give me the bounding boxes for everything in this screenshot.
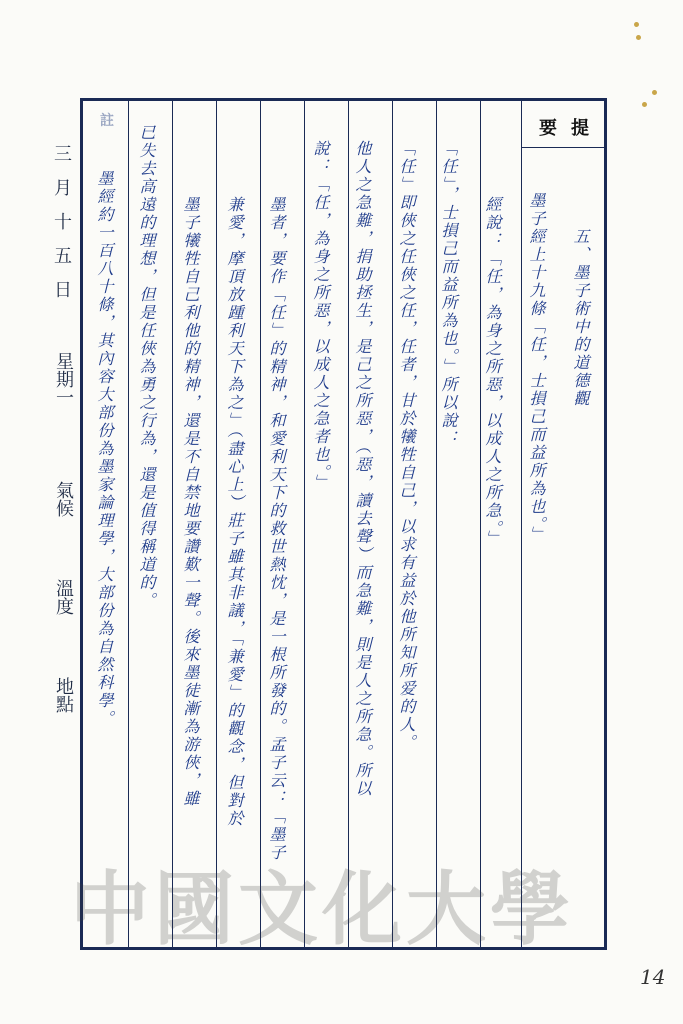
- column-rule: [480, 101, 481, 947]
- column-rule: [348, 101, 349, 947]
- text-column: 已失去高遠的理想，但是任俠為勇之行為，還是值得稱道的。: [137, 124, 156, 610]
- weather-label: 氣候: [53, 481, 74, 517]
- paper-speck: [642, 102, 647, 107]
- column-rule: [392, 101, 393, 947]
- text-column: 說：「任，為身之所惡，以成人之急者也。」: [311, 140, 330, 492]
- text-column: 經說：「任，為身之所惡，以成人之所急。」: [483, 196, 502, 548]
- text-column-title: 五、墨子術中的道德觀: [571, 228, 590, 408]
- paper-speck: [634, 22, 639, 27]
- text-column: 墨經約一百八十條，其內容大部份為墨家論理學，大部份為自然科學。: [95, 170, 114, 728]
- heading-rule: [521, 147, 604, 148]
- column-rule: [260, 101, 261, 947]
- text-column: 墨子犧牲自己利他的精神，還是不自禁地要讚歎一聲。後來墨徒漸為游俠，雖: [181, 196, 200, 808]
- date-month: 三: [54, 144, 72, 165]
- weekday: 星期一: [53, 352, 74, 406]
- place-label: 地點: [53, 677, 74, 713]
- heading-box: [522, 112, 606, 142]
- corner-tab-label: 註: [100, 113, 115, 129]
- heading-char-2: 要: [539, 118, 557, 139]
- text-column: 兼愛，摩頂放踵利天下為之」（盡心上）莊子雖其非議，「兼愛」的觀念，但對於: [225, 196, 244, 828]
- text-column: 「任」即俠之任俠之任，任者，甘於犧牲自己，以求有益於他所知所爱的人。: [397, 140, 416, 752]
- paper-speck: [652, 90, 657, 95]
- date-day-unit: 五: [54, 246, 72, 267]
- column-rule: [304, 101, 305, 947]
- text-column: 他人之急難，捐助拯生，是己之所惡，（惡，讀去聲）而急難，則是人之所急。所以: [353, 140, 372, 798]
- column-rule: [436, 101, 437, 947]
- date-day-tens: 十: [54, 212, 72, 233]
- text-column: 墨者，要作「任」的精神，和愛利天下的救世熱忱，是一根所發的。孟子云：「墨子: [267, 196, 286, 862]
- date-day-label: 日: [54, 280, 72, 301]
- column-rule: [128, 101, 129, 947]
- page-number: 14: [640, 965, 666, 989]
- heading-char-1: 提: [571, 118, 589, 139]
- paper-speck: [636, 35, 641, 40]
- column-rule: [521, 101, 522, 947]
- temperature-label: 溫度: [53, 579, 74, 615]
- date-month-label: 月: [54, 178, 72, 199]
- text-column: 墨子經上十九條「任，士損己而益所為也。」: [527, 192, 546, 544]
- column-rule: [172, 101, 173, 947]
- university-watermark: 中國文化大學: [70, 862, 574, 956]
- text-column: 「任」，士損己而益所為也。」所以說：: [439, 140, 458, 448]
- column-rule: [216, 101, 217, 947]
